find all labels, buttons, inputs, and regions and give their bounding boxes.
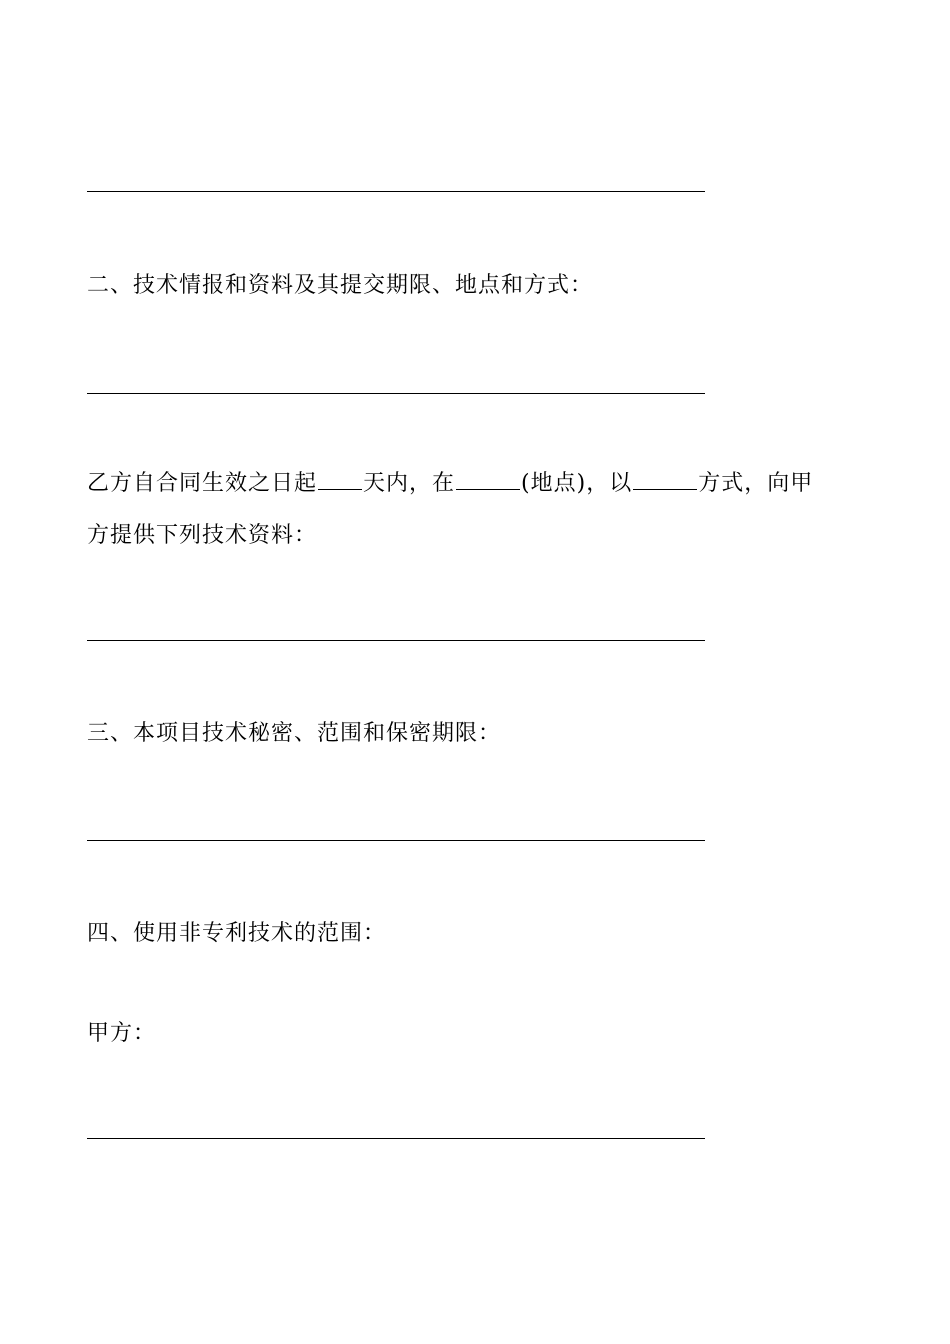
paragraph-text: 方式，向甲 [698, 471, 814, 496]
days-blank [318, 469, 362, 490]
paragraph-text: 天内，在 [363, 471, 456, 496]
paragraph-text: 乙方自合同生效之日起 [87, 471, 318, 496]
fill-in-rule [87, 840, 705, 841]
fill-in-rule [87, 640, 705, 641]
fill-in-rule [87, 1138, 705, 1139]
section-3-heading: 三、本项目技术秘密、范围和保密期限： [87, 721, 502, 746]
delivery-paragraph-line-1 [87, 469, 813, 499]
section-4-heading: 四、使用非专利技术的范围： [87, 921, 387, 946]
method-blank [633, 469, 697, 490]
paragraph-text: (地点)，以 [521, 471, 633, 496]
location-blank [456, 469, 520, 490]
fill-in-rule [87, 393, 705, 394]
fill-in-rule [87, 191, 705, 192]
delivery-paragraph-line-2: 方提供下列技术资料： [87, 523, 318, 548]
party-a-label: 甲方： [87, 1021, 157, 1046]
section-2-heading: 二、技术情报和资料及其提交期限、地点和方式： [87, 273, 594, 298]
